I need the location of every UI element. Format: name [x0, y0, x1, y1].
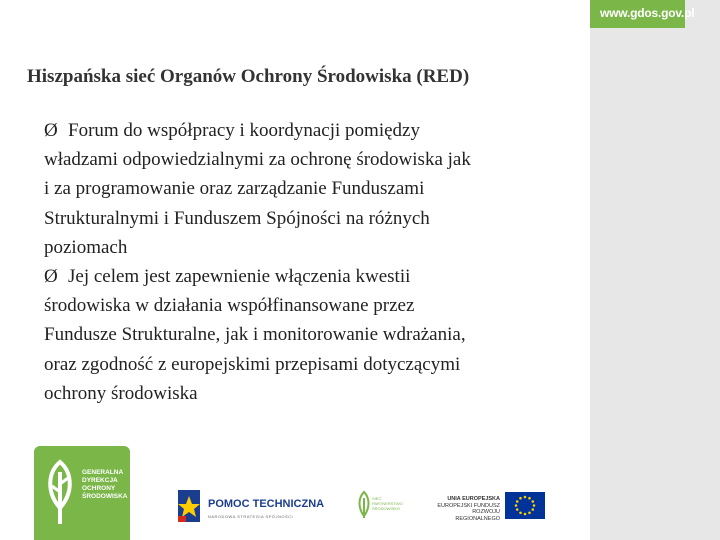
- eco-logo-line: PARTNERSTWO: [372, 501, 403, 506]
- slide-title: Hiszpańska sieć Organów Ochrony Środowiska (RED): [27, 66, 470, 87]
- eu-flag-icon: [505, 492, 545, 519]
- gdos-logo-line: OCHRONY: [82, 485, 116, 492]
- slide-body: [44, 116, 590, 408]
- arrow-bullet-icon: Ø: [44, 120, 58, 141]
- bullet-line: [44, 262, 590, 291]
- bullet-line: władzami odpowiedzialnymi za ochronę środowiska jak: [44, 149, 471, 171]
- gdos-logo-line: DYREKCJA: [82, 477, 118, 484]
- bullet-text: Forum do współpracy i koordynacji pomiędzy: [68, 120, 420, 141]
- eco-logo-line: ŚRODOWISKO: [372, 506, 401, 511]
- right-sidebar-panel: [590, 0, 720, 540]
- eco-logo-text: [372, 496, 403, 511]
- eu-logo-text: [436, 496, 500, 522]
- bullet-line: oraz zgodność z europejskimi przepisami dotyczącymi: [44, 353, 461, 375]
- nss-star-icon: [176, 486, 206, 526]
- eco-leaf-icon: [356, 490, 372, 520]
- website-url: www.gdos.gov.pl: [600, 6, 695, 20]
- gdos-logo-line: GENERALNA: [82, 469, 124, 476]
- bullet-item-2: [44, 262, 590, 408]
- bullet-line: Strukturalnymi i Funduszem Spójności na różnych: [44, 207, 430, 229]
- gdos-logo-line: ŚRODOWISKA: [82, 493, 128, 500]
- bullet-line: [44, 116, 590, 145]
- bullet-item-1: [44, 116, 590, 262]
- gdos-logo-text: [82, 469, 128, 501]
- bullet-text: Jej celem jest zapewnienie włączenia kwestii: [68, 266, 411, 288]
- eco-logo-line: SIEĆ: [372, 496, 382, 501]
- bullet-line: poziomach: [44, 236, 128, 258]
- arrow-bullet-icon: Ø: [44, 266, 58, 288]
- eu-fund-line: EUROPEJSKI FUNDUSZ: [437, 502, 500, 509]
- pomoc-techniczna-subtitle: NARODOWA STRATEGIA SPÓJNOŚCI: [208, 514, 294, 519]
- bullet-line: Fundusze Strukturalne, jak i monitorowanie wdrażania,: [44, 324, 466, 346]
- bullet-line: i za programowanie oraz zarządzanie Funduszami: [44, 178, 425, 200]
- leaf-tree-icon: [40, 458, 80, 528]
- eu-fund-line: ROZWOJU REGIONALNEGO: [455, 509, 500, 522]
- bullet-line: środowiska w działania współfinansowane przez: [44, 295, 415, 317]
- eu-title: UNIA EUROPEJSKA: [447, 496, 500, 502]
- pomoc-techniczna-title: POMOC TECHNICZNA: [208, 498, 325, 510]
- bullet-line: ochrony środowiska: [44, 382, 198, 404]
- gdos-logo: [34, 446, 130, 540]
